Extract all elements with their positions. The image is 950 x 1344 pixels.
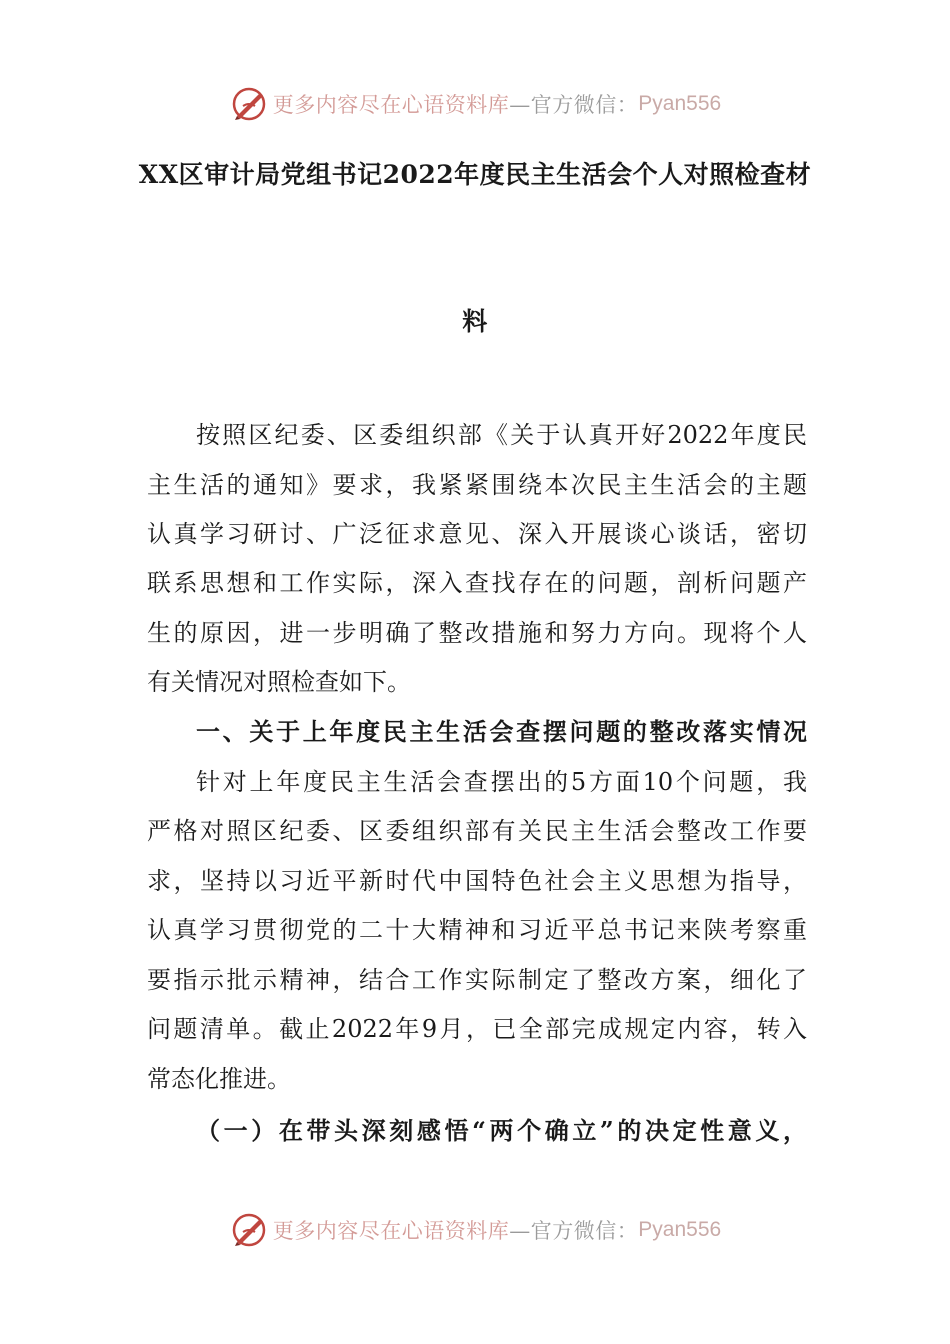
paragraph-line: 认真学习研讨、广泛征求意见、深入开展谈心谈话，密切 <box>147 520 807 548</box>
paragraph-line: 要指示批示精神，结合工作实际制定了整改方案，细化了 <box>147 966 807 994</box>
watermark-header <box>0 84 950 124</box>
paragraph-line: 生的原因，进一步明确了整改措施和努力方向。现将个人 <box>147 619 807 647</box>
paragraph-line: 有关情况对照检查如下。 <box>147 668 411 696</box>
pen-logo-icon <box>229 1210 269 1250</box>
paragraph-line: 针对上年度民主生活会查摆出的5方面10个问题，我 <box>196 768 807 796</box>
watermark-footer <box>0 1210 950 1250</box>
paragraph-line: 严格对照区纪委、区委组织部有关民主生活会整改工作要 <box>147 817 807 845</box>
watermark-sub-text: —官方微信： <box>509 1219 639 1243</box>
document-title-line-1: XX区审计局党组书记2022年度民主生活会个人对照检查材 <box>138 160 812 189</box>
watermark-wechat-id: Pyan556 <box>638 92 722 115</box>
pen-logo-icon <box>229 84 269 124</box>
paragraph-line: 求，坚持以习近平新时代中国特色社会主义思想为指导， <box>147 867 807 895</box>
subsection-heading: （一）在带头深刻感悟“两个确立”的决定性意义， <box>196 1116 807 1145</box>
paragraph-line: 按照区纪委、区委组织部《关于认真开好2022年度民 <box>196 421 807 449</box>
document-title-line-2: 料 <box>462 307 488 336</box>
paragraph-line: 联系思想和工作实际，深入查找存在的问题，剖析问题产 <box>147 569 807 597</box>
section-heading: 一、关于上年度民主生活会查摆问题的整改落实情况 <box>196 717 807 746</box>
watermark-main-text: 更多内容尽在心语资料库 <box>272 93 510 117</box>
paragraph-line: 主生活的通知》要求，我紧紧围绕本次民主生活会的主题 <box>147 471 807 499</box>
paragraph-line: 问题清单。截止2022年9月，已全部完成规定内容，转入 <box>147 1015 807 1043</box>
paragraph-line: 认真学习贯彻党的二十大精神和习近平总书记来陕考察重 <box>147 916 807 944</box>
watermark-main-text: 更多内容尽在心语资料库 <box>272 1219 510 1243</box>
watermark-wechat-id: Pyan556 <box>638 1218 722 1241</box>
paragraph-line: 常态化推进。 <box>147 1065 291 1093</box>
watermark-sub-text: —官方微信： <box>509 93 639 117</box>
